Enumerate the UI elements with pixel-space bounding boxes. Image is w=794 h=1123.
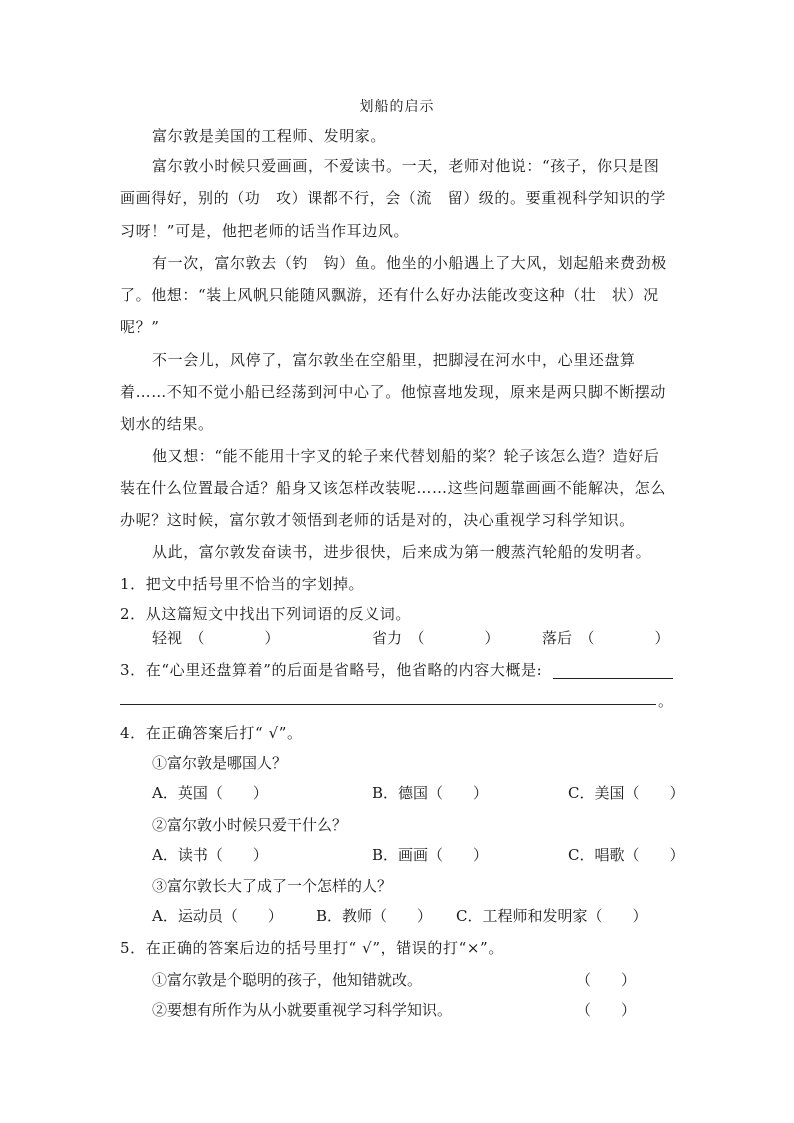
q2-antonym-slot-2[interactable]: 省力 （ ） [372,629,500,647]
passage-paragraph-3-line-2: 了。他想：“装上风帆只能随风飘游，还有什么好办法能改变这种（壮 状）况 [120,286,659,304]
q4-item-2-option-a[interactable]: A．读书（ ） [152,846,268,864]
q3-answer-line-2[interactable] [120,704,656,705]
q5-item-1-text: ①富尔敦是个聪明的孩子，他知错就改。 [152,971,423,989]
passage-paragraph-2-line-1: 富尔敦小时候只爱画画，不爱读书。一天，老师对他说：“孩子，你只是图 [152,157,660,175]
q4-item-3-option-b[interactable]: B．教师（ ） [316,907,433,925]
passage-paragraph-6: 从此，富尔敦发奋读书，进步很快，后来成为第一艘蒸汽轮船的发明者。 [152,543,652,561]
passage-paragraph-5-line-3: 办呢？这时候，富尔敦才领悟到老师的话是对的，决心重视学习科学知识。 [120,511,635,529]
passage-paragraph-3-line-1: 有一次，富尔敦去（钓 钩）鱼。他坐的小船遇上了大风，划起船来费劲极 [152,254,667,272]
passage-title: 划船的启示 [359,99,435,115]
q4-item-1-option-b[interactable]: B．德国（ ） [372,784,489,802]
question-1: 1．把文中括号里不恰当的字划掉。 [120,575,365,593]
passage-paragraph-1: 富尔敦是美国的工程师、发明家。 [152,127,387,145]
q4-item-2-option-b[interactable]: B．画画（ ） [372,846,489,864]
q4-item-2-option-c[interactable]: C．唱歌（ ） [568,846,685,864]
question-3: 3．在“心里还盘算着”的后面是省略号，他省略的内容大概是: [120,661,543,679]
q4-item-3-stem: ③富尔敦长大了成了一个怎样的人？ [152,877,393,895]
q4-item-1-stem: ①富尔敦是哪国人？ [152,754,288,772]
q2-antonym-slot-1[interactable]: 轻视 （ ） [152,629,280,647]
q5-item-2-bracket[interactable]: （ ） [576,1001,637,1019]
q2-antonym-slot-3[interactable]: 落后 （ ） [542,629,670,647]
q4-item-1-option-a[interactable]: A．英国（ ） [152,784,268,802]
q4-item-2-stem: ②富尔敦小时候只爱干什么？ [152,816,348,834]
question-4: 4．在正确答案后打“ √”。 [120,724,303,742]
q4-item-1-option-c[interactable]: C．美国（ ） [568,784,685,802]
question-5: 5．在正确的答案后边的括号里打“ √”，错误的打“×”。 [120,939,504,957]
q4-item-3-option-a[interactable]: A．运动员（ ） [152,907,283,925]
passage-paragraph-4-line-2: 着……不知不觉小船已经荡到河中心了。他惊喜地发现，原来是两只脚不断摆动 [120,383,667,401]
passage-paragraph-4-line-1: 不一会儿，风停了，富尔敦坐在空船里，把脚浸在河水中，心里还盘算 [152,351,636,369]
passage-paragraph-5-line-1: 他又想：“能不能用十字叉的轮子来代替划船的桨？轮子该怎么造？造好后 [152,447,660,465]
passage-paragraph-4-line-3: 划水的结果。 [120,415,214,433]
q5-item-2-text: ②要想有所作为从小就要重视学习科学知识。 [152,1001,453,1019]
q5-item-1-bracket[interactable]: （ ） [576,971,637,989]
passage-paragraph-3-line-3: 呢？” [120,318,160,336]
question-2: 2．从这篇短文中找出下列词语的反义词。 [120,605,411,623]
q3-period: 。 [658,692,674,710]
passage-paragraph-5-line-2: 装在什么位置最合适？船身又该怎样改装呢……这些问题靠画画不能解决，怎么 [120,479,667,497]
q4-item-3-option-c[interactable]: C．工程师和发明家（ ） [456,907,648,925]
passage-paragraph-2-line-2: 画画得好，别的（功 攻）课都不行，会（流 留）级的。要重视科学知识的学 [120,189,667,207]
passage-paragraph-2-line-3: 习呀！”可是，他把老师的话当作耳边风。 [120,222,410,240]
q3-answer-line-1[interactable] [553,678,673,679]
